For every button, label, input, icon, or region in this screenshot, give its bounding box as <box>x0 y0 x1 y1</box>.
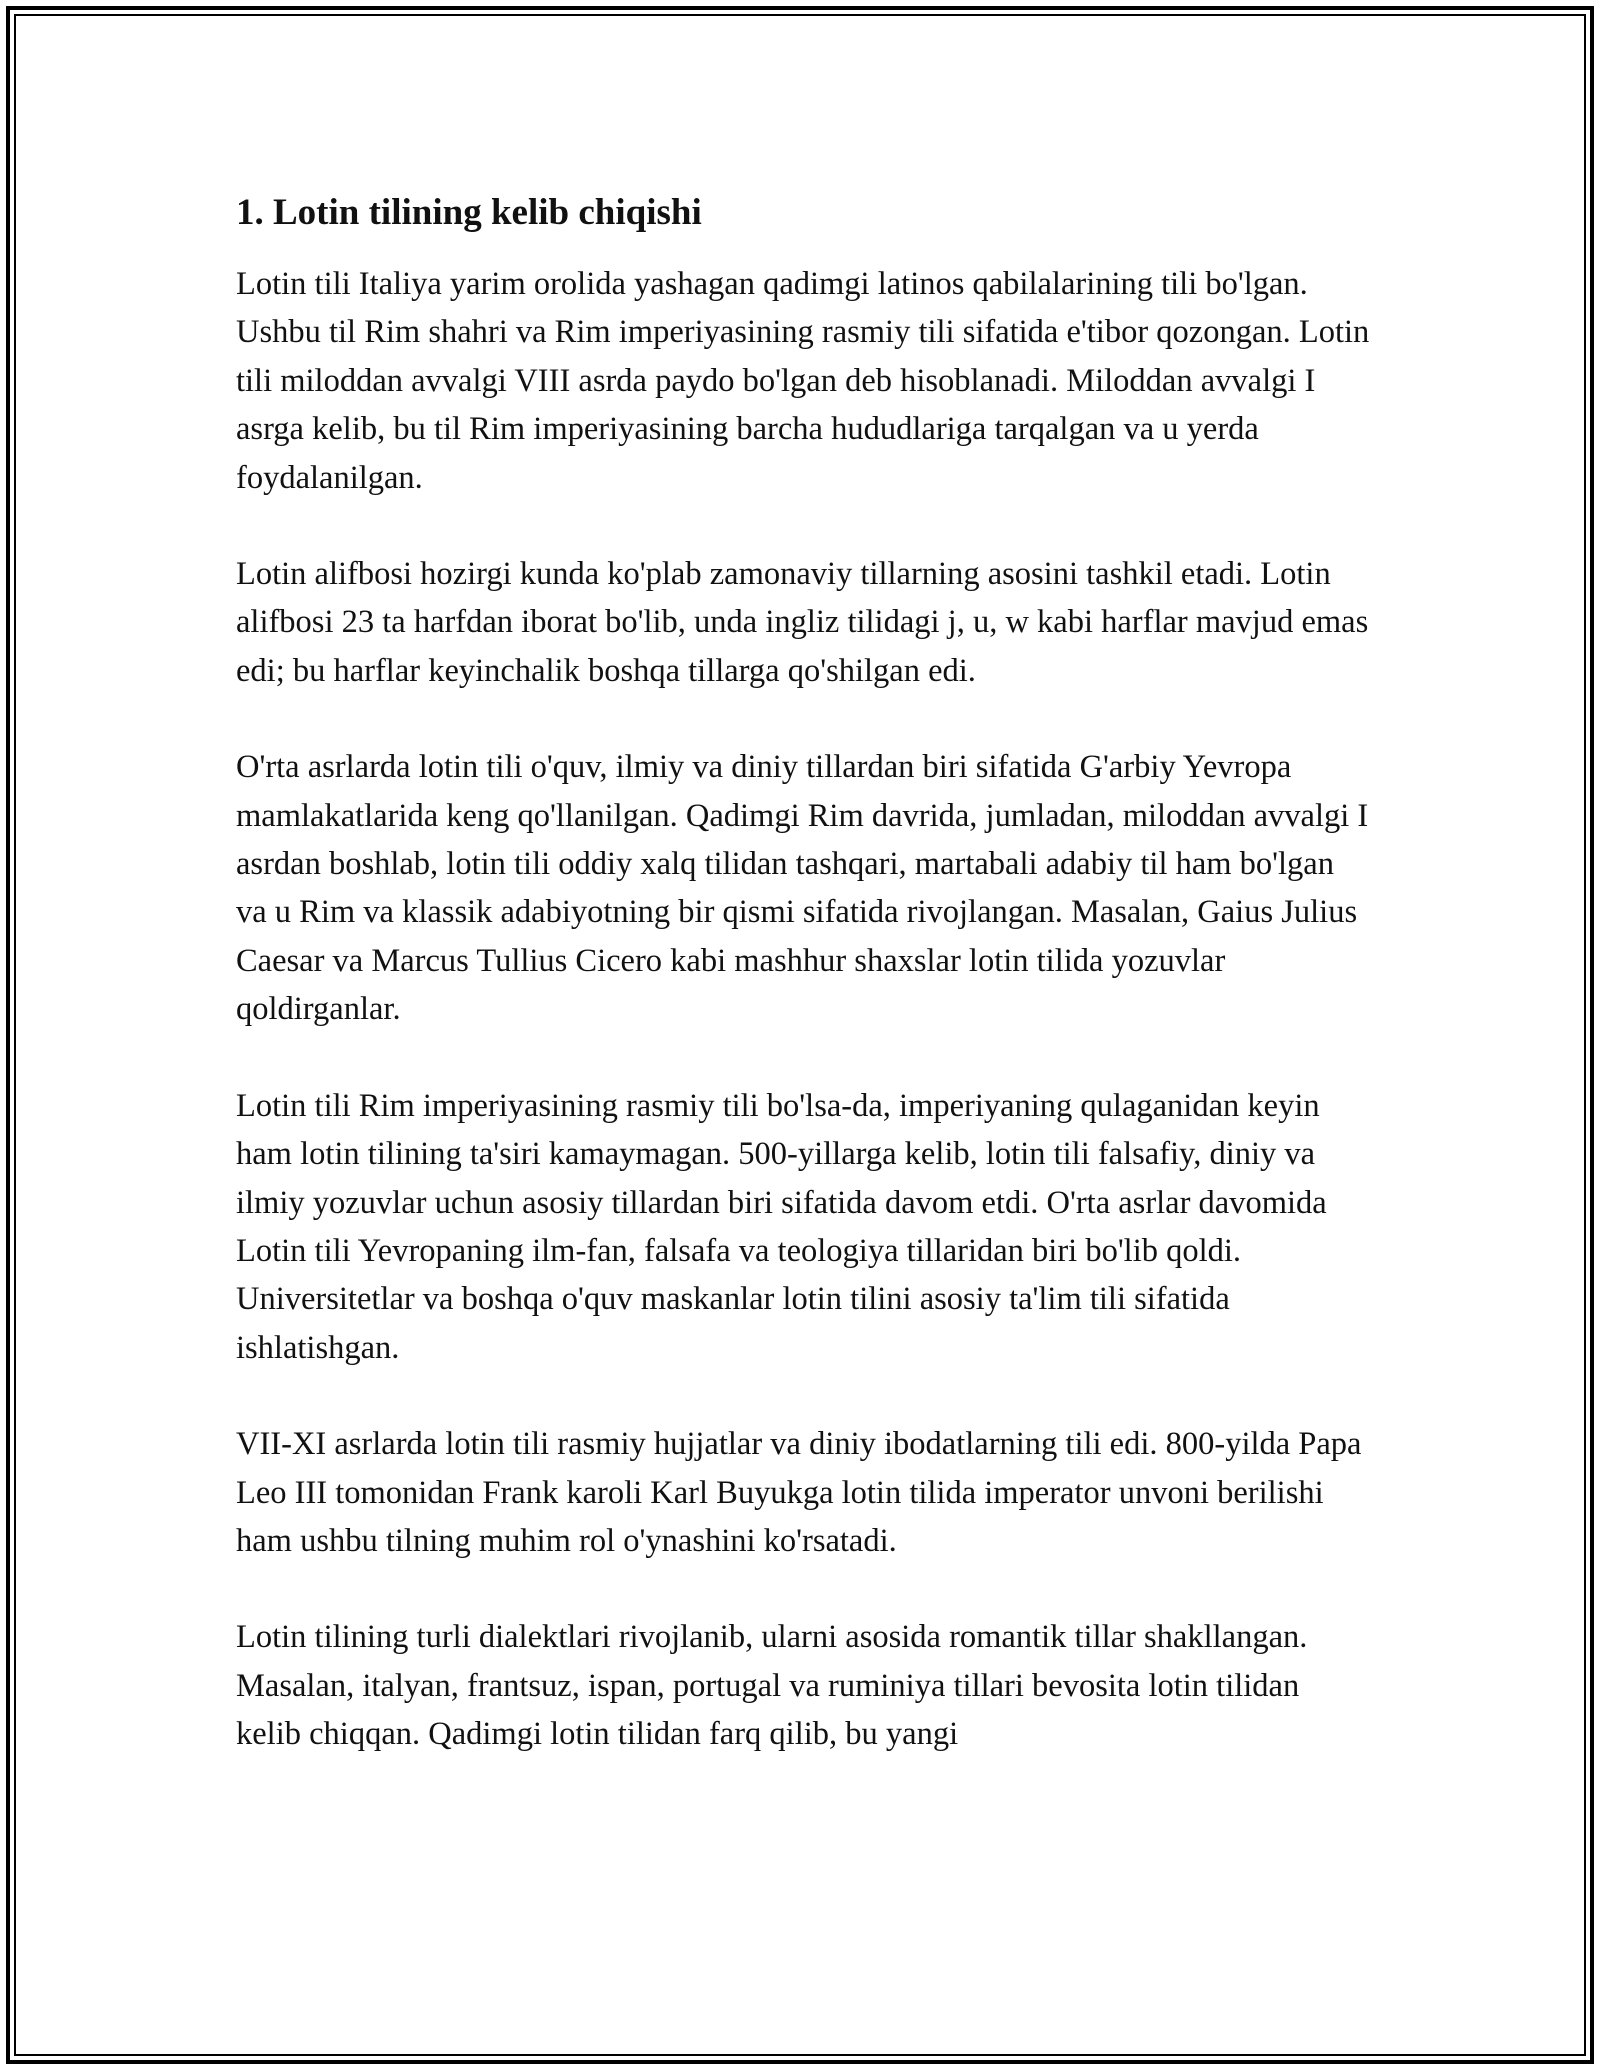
paragraph-6: Lotin tilining turli dialektlari rivojlanib, ularni asosida romantik tillar shakllangan. Masalan, italyan, frantsuz, ispan, portugal va ruminiya tillari bevosita lotin tilidan kelib chiqqan. Qadimgi lotin tilidan farq qilib, bu yangi <box>236 1619 1308 1753</box>
section-heading: 1. Lotin tilining kelib chiqishi <box>236 192 702 233</box>
paragraph-2: Lotin alifbosi hozirgi kunda ko'plab zamonaviy tillarning asosini tashkil etadi. Lotin alifbosi 23 ta harfdan iborat bo'lib, unda ingliz tilidagi j, u, w kabi harflar mavjud emas edi; bu harflar keyinchalik boshqa tillarga qo'shilgan edi. <box>236 556 1369 689</box>
paragraph-3: O'rta asrlarda lotin tili o'quv, ilmiy va diniy tillardan biri sifatida G'arbiy Yevropa mamlakatlarida keng qo'llanilgan. Qadimgi Rim davrida, jumladan, miloddan avvalgi I asrdan boshlab, lotin tili oddiy xalq tilidan tashqari, martabali adabiy til ham bo'lgan va u Rim va klassik adabiyotning bir qismi sifatida rivojlangan. Masalan, Gaius Julius Caesar va Marcus Tullius Cicero kabi mashhur shaxslar lotin tilida yozuvlar qoldirganlar. <box>236 749 1369 1028</box>
paragraph-4: Lotin tili Rim imperiyasining rasmiy tili bo'lsa-da, imperiyaning qulaganidan keyin ham lotin tilining ta'siri kamaymagan. 500-yillarga kelib, lotin tili falsafiy, diniy va ilmiy yozuvlar uchun asosiy tillardan biri sifatida davom etdi. O'rta asrlar davomida Lotin tili Yevropaning ilm-fan, falsafa va teologiya tillaridan biri bo'lib qoldi. Universitetlar va boshqa o'quv maskanlar lotin tilini asosiy ta'lim tili sifatida ishlatishgan. <box>236 1087 1327 1366</box>
paragraph-1: Lotin tili Italiya yarim orolida yashagan qadimgi latinos qabilalarining tili bo'lgan. Ushbu til Rim shahri va Rim imperiyasining rasmiy tili sifatida e'tibor qozongan. Lotin tili miloddan avvalgi VIII asrda paydo bo'lgan deb hisoblanadi. Miloddan avvalgi I asrga kelib, bu til Rim imperiyasining barcha hududlariga tarqalgan va u yerda foydalanilgan. <box>236 266 1370 496</box>
document-body <box>236 183 1370 1807</box>
paragraph-5: VII-XI asrlarda lotin tili rasmiy hujjatlar va diniy ibodatlarning tili edi. 800-yilda Papa Leo III tomonidan Frank karoli Karl Buyukga lotin tilida imperator unvoni berilishi ham ushbu tilning muhim rol o'ynashini ko'rsatadi. <box>236 1426 1362 1559</box>
